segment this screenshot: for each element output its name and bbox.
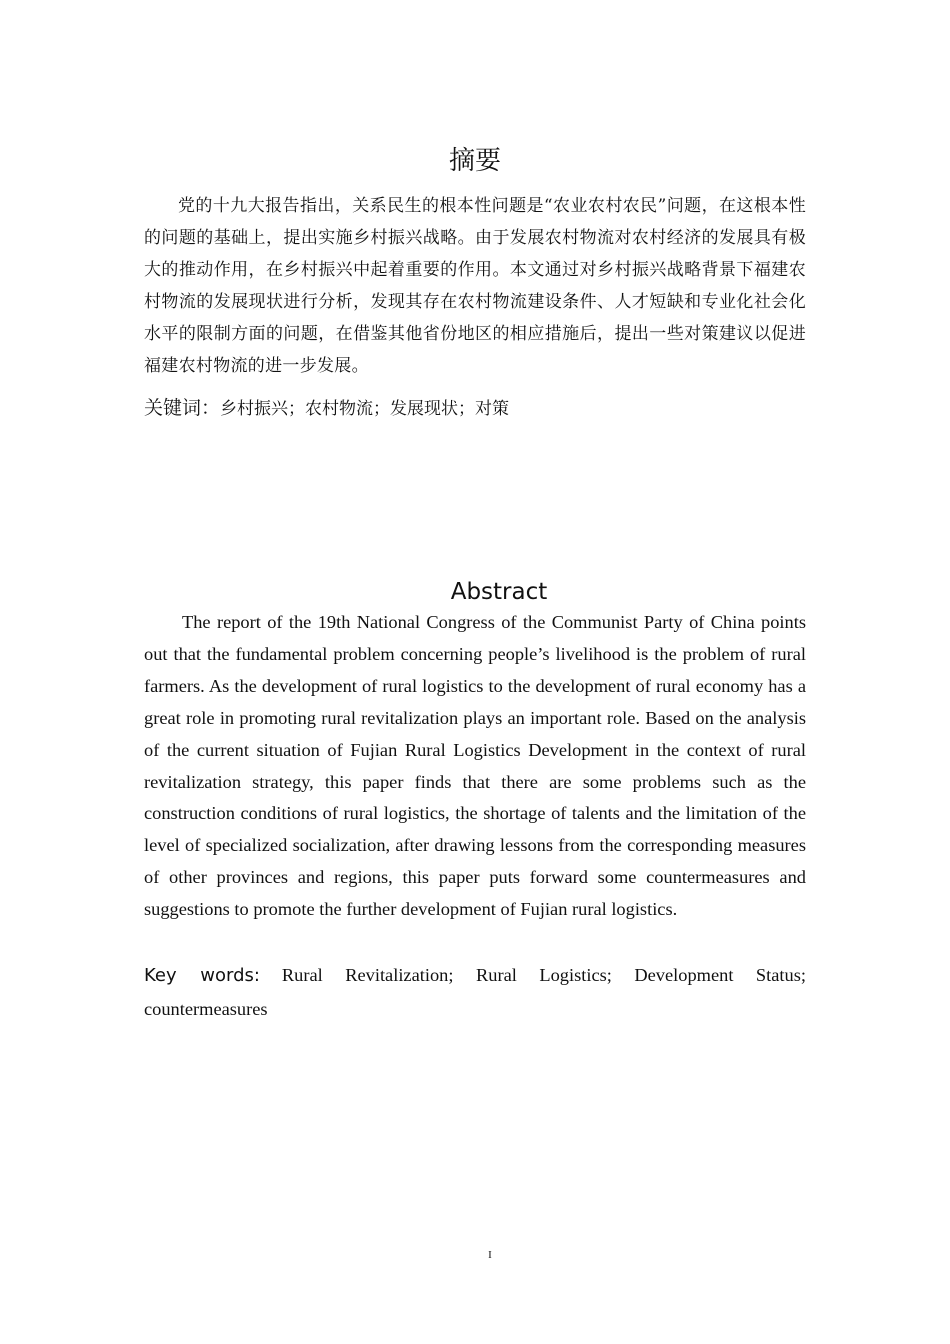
english-abstract-title: Abstract — [450, 579, 548, 605]
chinese-abstract-title: 摘要 — [448, 146, 501, 176]
chinese-keywords — [144, 392, 806, 426]
chinese-keywords-value: 乡村振兴；农村物流；发展现状；对策 — [220, 399, 510, 419]
page-number: I — [488, 1249, 492, 1261]
chinese-keywords-label: 关键词： — [144, 397, 221, 419]
english-keywords-label: Key words: — [144, 965, 260, 986]
english-keywords-value: Rural Revitalization; Rural Logistics; Development Status; countermeasures — [144, 965, 807, 1019]
chinese-abstract-body: 党的十九大报告指出，关系民生的根本性问题是“农业农村农民”问题，在这根本性的问题的基础上，提出实施乡村振兴战略。由于发展农村物流对农村经济的发展具有极大的推动作用，在乡村振兴中起着重要的作用。本文通过对乡村振兴战略背景下福建农村物流的发展现状进行分析，发现其存在农村物流建设条件、人才短缺和专业化社会化水平的限制方面的问题，在借鉴其他省份地区的相应措施后，提出一些对策建议以促进福建农村物流的进一步发展。 — [144, 196, 806, 376]
english-keywords — [144, 959, 806, 1027]
english-abstract-body: The report of the 19th National Congress of the Communist Party of China points out that the fundamental problem concerning people’s livelihood is the problem of rural farmers. As the development of rural logistics to the development of rural economy has a great role in promoting rural revitalization plays an important role. Based on the analysis of the current situation of Fujian Rural Logistics Development in the context of rural revitalization strategy, this paper finds that there are some problems such as the construction conditions of rural logistics, the shortage of talents and the limitation of the level of specialized socialization, after drawing lessons from the corresponding measures of other provinces and regions, this paper puts forward some countermeasures and suggestions to promote the further development of Fujian rural logistics. — [144, 612, 806, 920]
